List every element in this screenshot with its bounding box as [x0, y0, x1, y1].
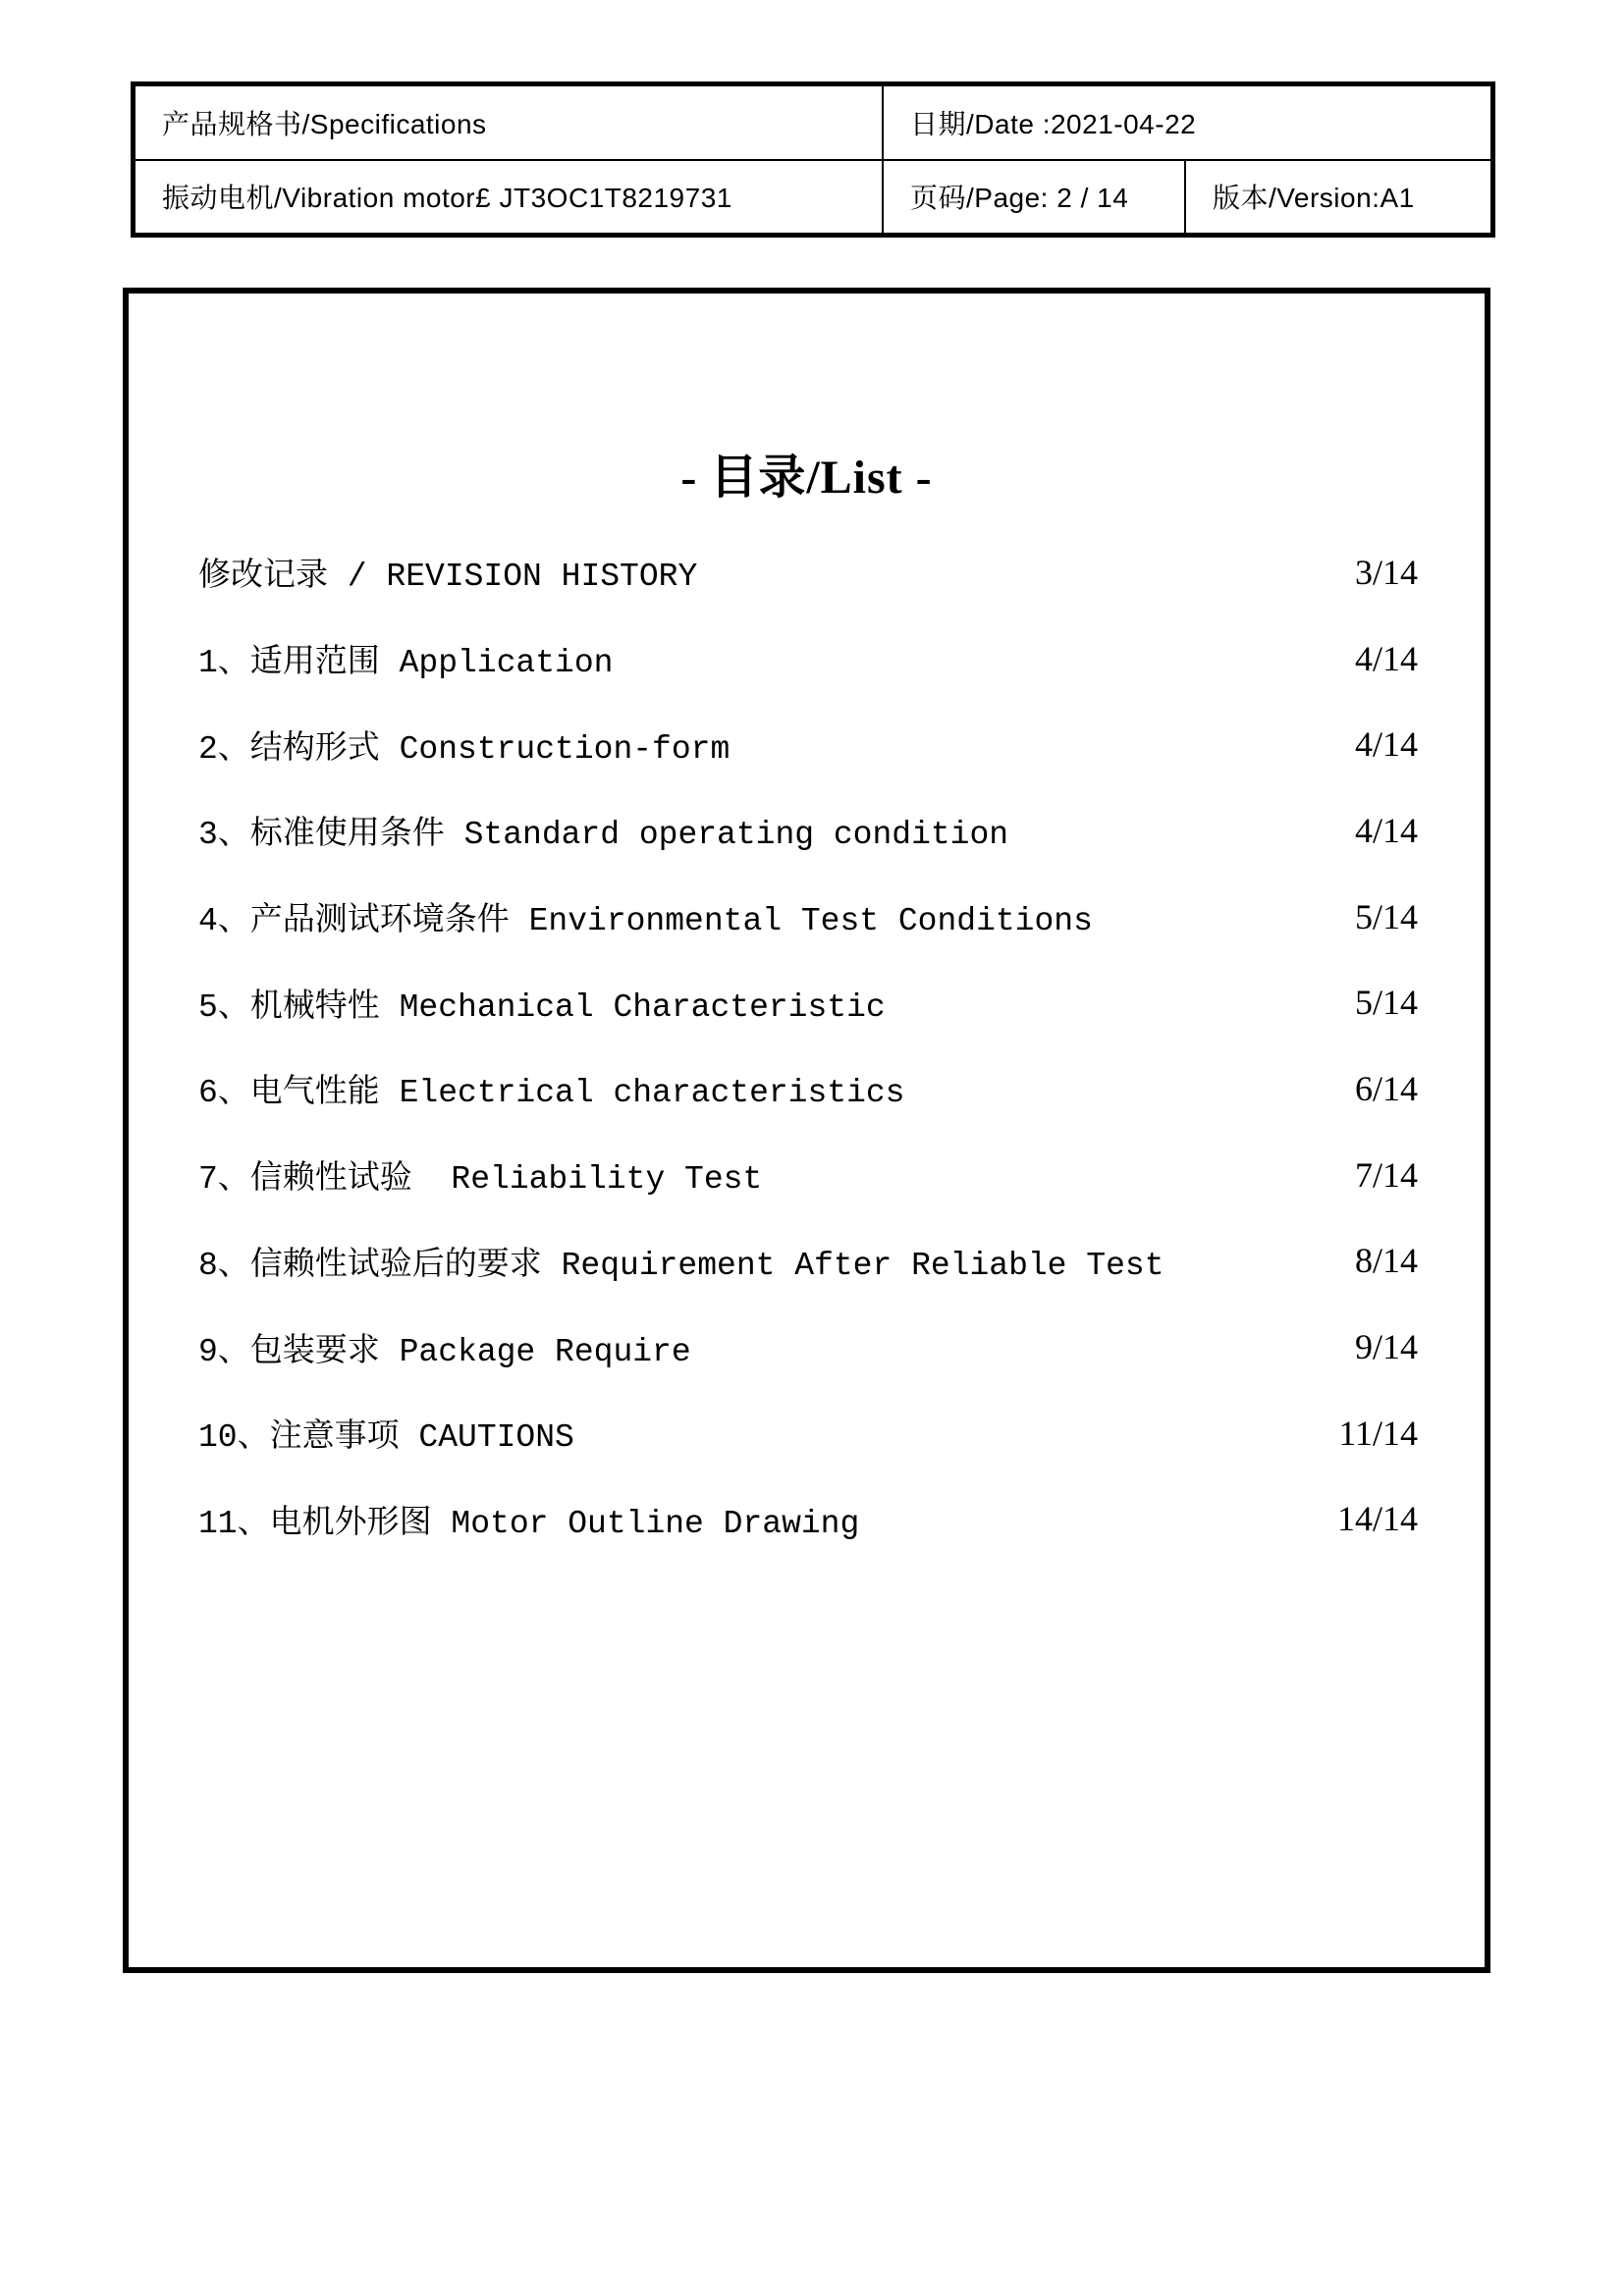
toc-item-label: 2、结构形式 Construction-form: [198, 730, 731, 768]
toc-row: [198, 1390, 1418, 1476]
toc-item-page: 8/14: [1354, 1241, 1418, 1281]
toc-item-label: 3、标准使用条件 Standard operating condition: [198, 817, 1009, 854]
toc-row: [198, 1476, 1418, 1563]
toc-item-label: 8、信赖性试验后的要求 Requirement After Reliable Test: [198, 1247, 1164, 1284]
header-cell-page-number: 页码/Page: 2 / 14: [884, 161, 1186, 234]
toc-row: [198, 787, 1418, 874]
toc-item-page: 3/14: [1354, 552, 1418, 592]
toc-row: [198, 1304, 1418, 1390]
toc-item-label: 9、包装要求 Package Require: [198, 1333, 691, 1370]
content-box: [123, 288, 1490, 1973]
toc-title: - 目录/List -: [680, 452, 933, 504]
header-cell-motor-model: 振动电机/Vibration motor£ JT3OC1T8219731: [135, 161, 884, 234]
header-cell-version: 版本/Version:A1: [1213, 183, 1415, 214]
toc-row: [198, 959, 1418, 1045]
toc-item-page: 5/14: [1354, 896, 1418, 936]
toc-item-page: 5/14: [1354, 983, 1418, 1023]
toc-row: [198, 529, 1418, 615]
header-cell-product-title: 产品规格书/Specifications: [135, 86, 884, 159]
toc-item-page: 4/14: [1354, 638, 1418, 678]
toc-item-label: 6、电气性能 Electrical characteristics: [198, 1075, 905, 1112]
header-row-2: [135, 161, 1490, 234]
toc-item-label: 修改记录 / REVISION HISTORY: [198, 559, 698, 596]
header-cell-date: 日期/Date :2021-04-22: [910, 108, 1197, 139]
toc-item-page: 7/14: [1354, 1154, 1418, 1195]
toc-row: [198, 701, 1418, 787]
toc-row: [198, 1045, 1418, 1132]
toc-row: [198, 874, 1418, 960]
toc-item-page: 9/14: [1354, 1327, 1418, 1367]
toc-item-label: 1、适用范围 Application: [198, 645, 614, 682]
toc-list: [198, 529, 1418, 1562]
toc-row: [198, 615, 1418, 702]
toc-item-page: 4/14: [1354, 810, 1418, 850]
toc-item-page: 6/14: [1354, 1068, 1418, 1108]
toc-row: [198, 1218, 1418, 1305]
toc-item-label: 7、信赖性试验 Reliability Test: [198, 1161, 763, 1199]
toc-item-page: 14/14: [1336, 1499, 1418, 1539]
toc-item-label: 4、产品测试环境条件 Environmental Test Conditions: [198, 903, 1093, 940]
toc-item-page: 11/14: [1338, 1413, 1418, 1453]
toc-item-label: 11、电机外形图 Motor Outline Drawing: [198, 1505, 860, 1542]
spec-header-table: [131, 81, 1495, 238]
toc-item-page: 4/14: [1354, 724, 1418, 765]
header-row-1: [135, 86, 1490, 161]
toc-item-label: 10、注意事项 CAUTIONS: [198, 1419, 574, 1457]
toc-item-label: 5、机械特性 Mechanical Characteristic: [198, 988, 886, 1026]
toc-row: [198, 1132, 1418, 1218]
